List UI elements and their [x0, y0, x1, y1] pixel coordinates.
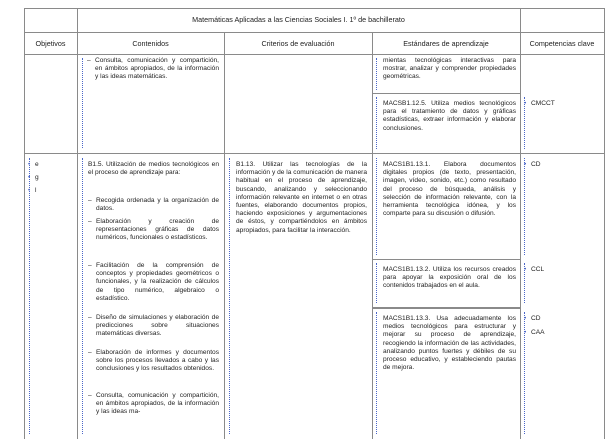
contenidos-item: – Consulta, comunicación y compartición, en ámbitos apropiados, de la información y las ideas matemáticas. [95, 57, 219, 82]
competencia-badge: • CMCCT [531, 100, 555, 108]
estandar-item: MACSB1.12.5. Utiliza medios tecnológicos para el tratamiento de datos y gráficas estadísticas, extraer información y elaborar conclusiones. [383, 100, 516, 132]
contenidos-item: – Recogida ordenada y la organización de datos. [96, 197, 219, 213]
header-objetivos: Objetivos [35, 39, 66, 48]
contenidos-item: – Consulta, comunicación y compartición, en ámbitos apropiados, de la información y las ideas ma- [96, 392, 219, 417]
contenidos-item: – Diseño de simulaciones y elaboración de predicciones sobre situaciones matemáticas diversas. [96, 314, 219, 339]
header-competencias: Competencias clave [529, 39, 595, 48]
header-criterios: Criterios de evaluación [261, 39, 335, 48]
competencia-badge: • CAA [531, 329, 545, 337]
header-contenidos: Contenidos [132, 39, 169, 48]
contenidos-item: – Facilitación de la comprensión de conceptos y propiedades geométricos o funcionales, y la realización de cálculos de tipo numérico, algebraico o estadístico. [96, 262, 219, 303]
estandar-item: MACS1B1.13.2. Utiliza los recursos creados para apoyar la exposición oral de los contenidos trabajados en el aula. [383, 266, 516, 290]
table-title: Matemáticas Aplicadas a las Ciencias Sociales I. 1º de bachillerato [192, 15, 405, 24]
objetivo-item: • e [35, 161, 39, 169]
estandar-item: MACS1B1.13.3. Usa adecuadamente los medios tecnológicos para estructurar y mejorar su proceso de aprendizaje, recogiendo la información de las actividades, analizando puntos fuertes y débiles de su proceso educativo, y estableciendo pautas de mejora. [383, 315, 516, 372]
contenidos-item: – Elaboración y creación de representaciones gráficas de datos numéricos, funcionales o estadísticos. [96, 218, 219, 243]
competencia-badge: • CD [531, 315, 541, 323]
estandar-item: MACS1B1.13.1. Elabora documentos digitales propios (de texto, presentación, imagen, vídeo, sonido, etc.) como resultado del proceso de búsqueda, análisis y selección de información relevante, con la herramienta tecnológica idónea, y los comparte para su discusión o difusión. [383, 161, 516, 218]
objetivo-item: • g [35, 174, 39, 182]
estandar-continuation: mientas tecnológicas interactivas para mostrar, analizar y comprender propiedades geométricas. [383, 57, 516, 81]
contenidos-item: – Elaboración de informes y documentos sobre los procesos llevados a cabo y las conclusiones y los resultados obtenidos. [96, 349, 219, 374]
criterio-item: B1.13. Utilizar las tecnologías de la información y de la comunicación de manera habitual en el proceso de aprendizaje, buscando, analizando y seleccionando información relevante en internet o en otras fuentes, elaborando documentos propios, haciendo exposiciones y argumentaciones de éstos, y compartiéndolos en ámbitos apropiados, para facilitar la interacción. [236, 161, 367, 234]
competencia-badge: • CCL [531, 266, 544, 274]
contenidos-title: B1.5. Utilización de medios tecnológicos en el proceso de aprendizaje para: [88, 161, 219, 177]
competencia-badge: • CD [531, 161, 541, 169]
header-estandares: Estándares de aprendizaje [403, 39, 489, 48]
objetivo-item: • l [35, 187, 36, 195]
